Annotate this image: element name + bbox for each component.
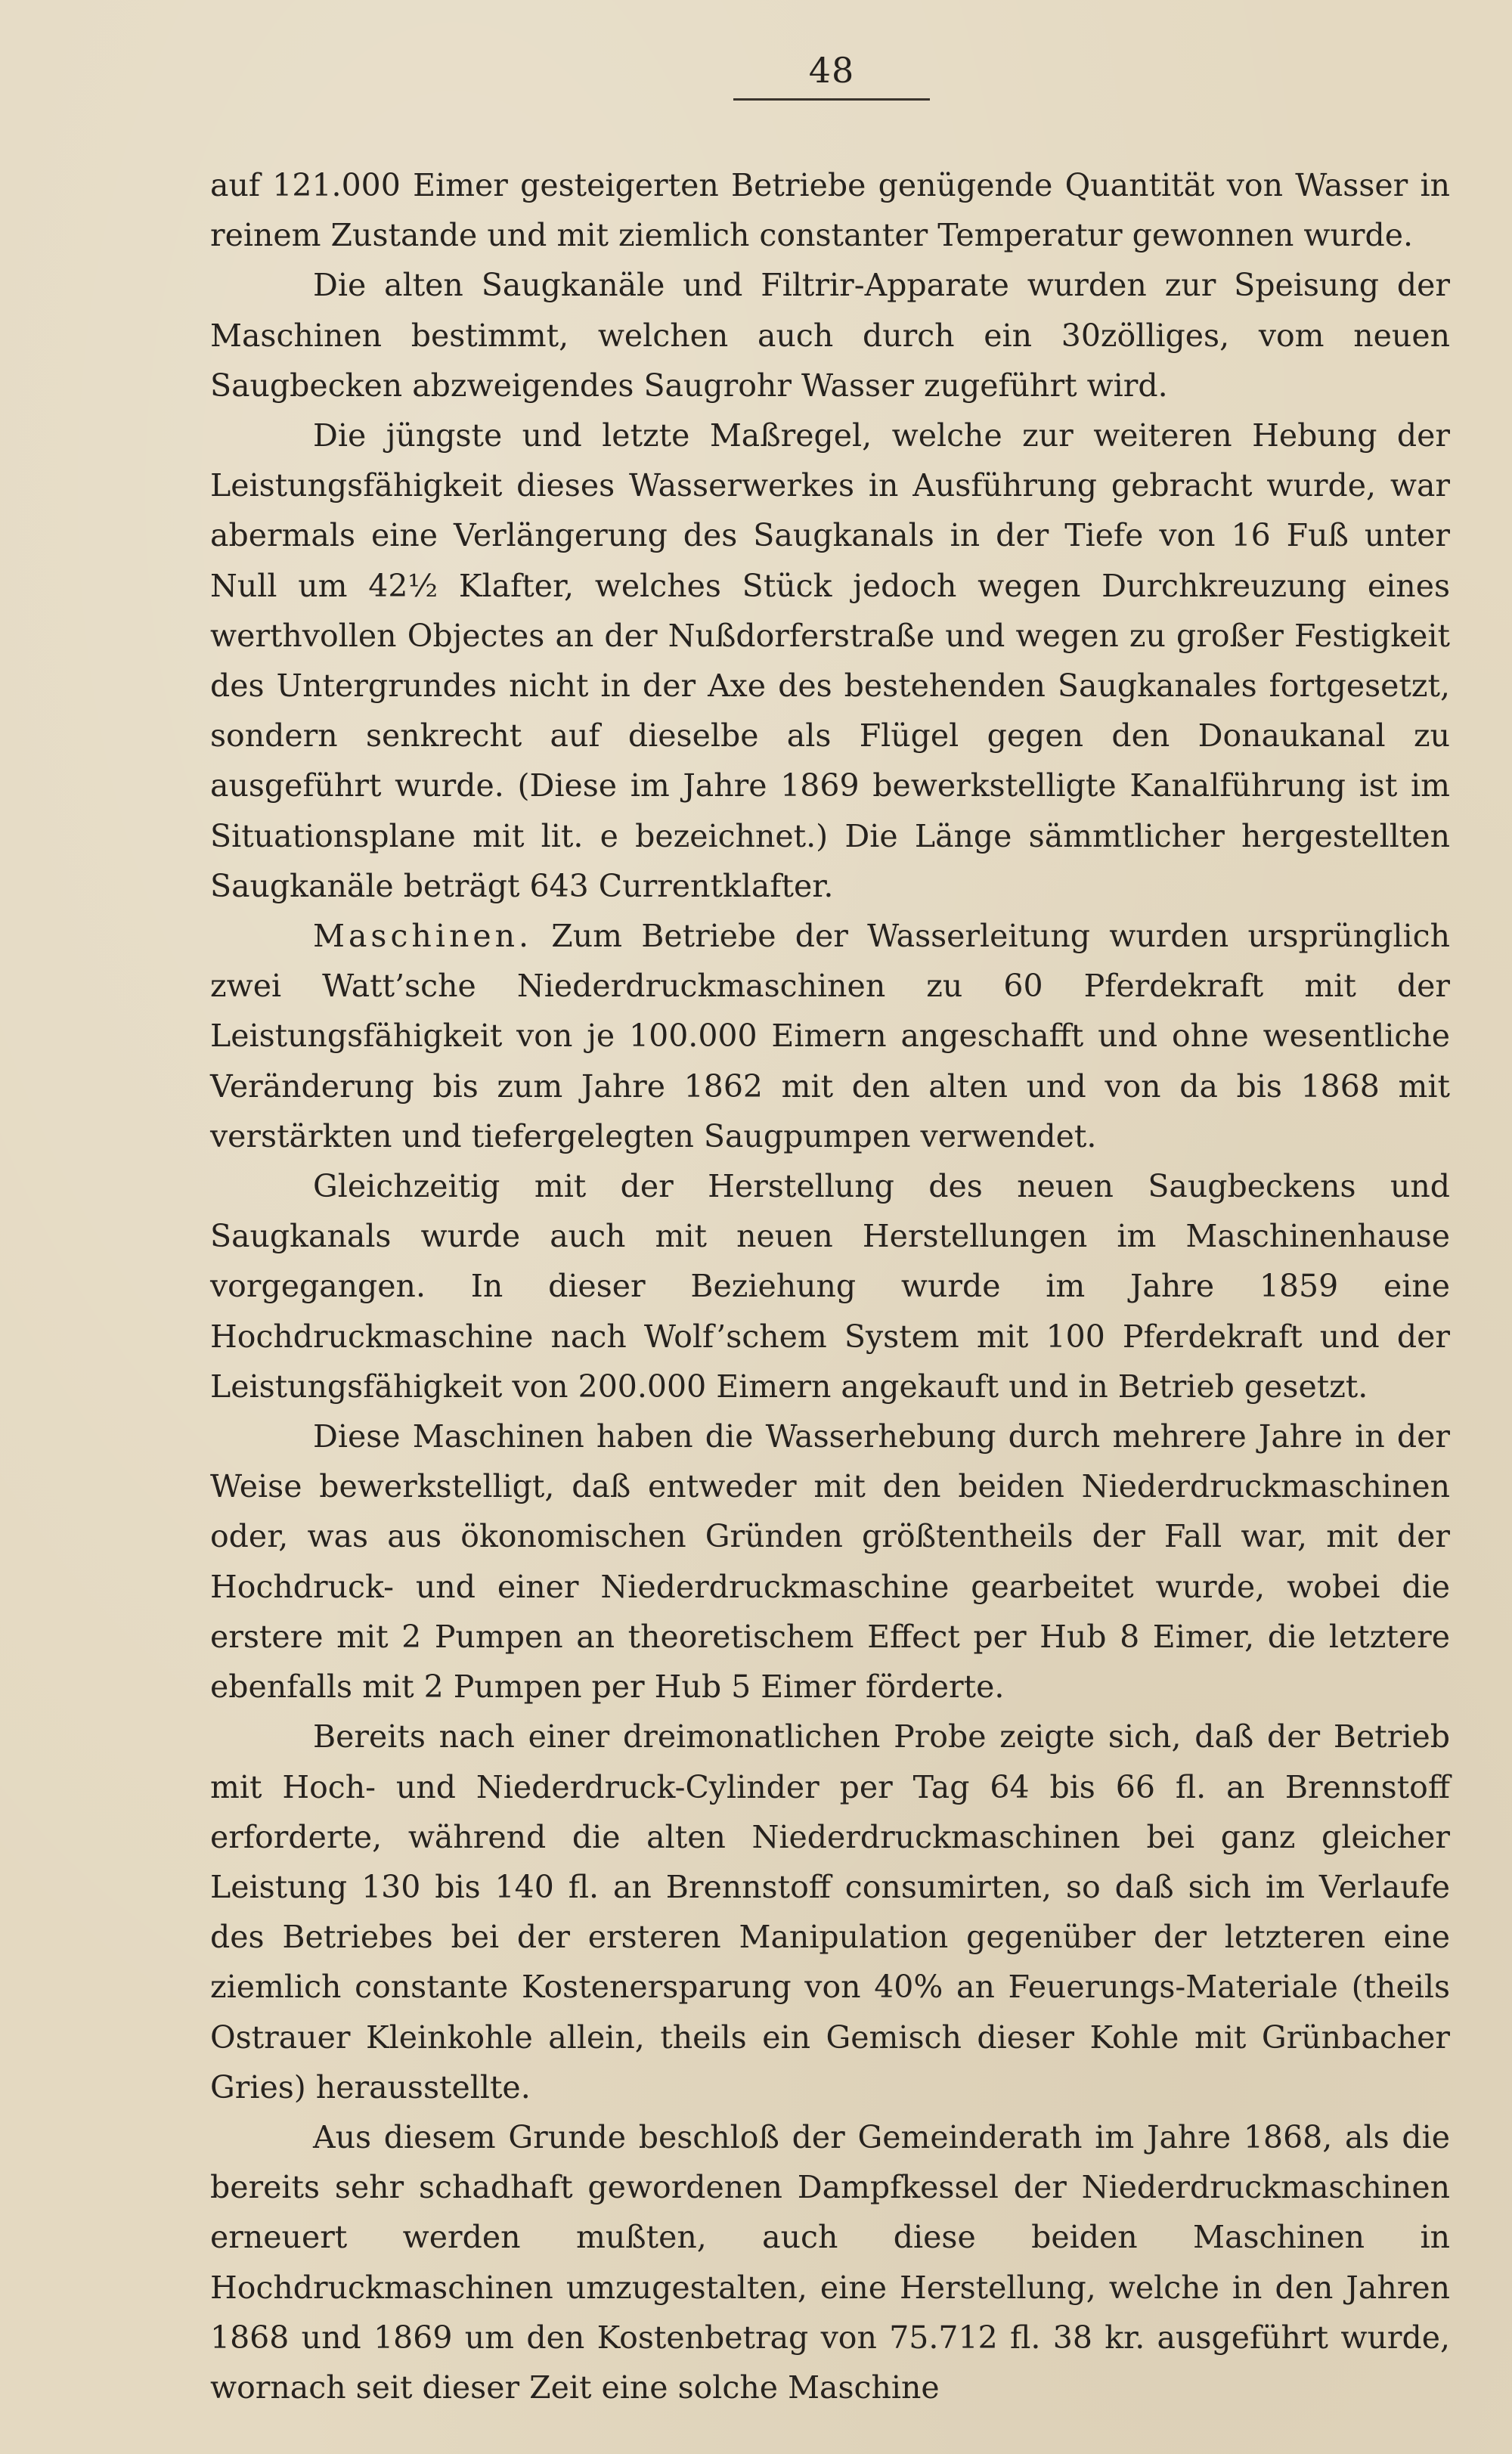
paragraph-continuation: auf 121.000 Eimer gesteigerten Betriebe genügende Quantität von Wasser in reinem Zustande und mit ziemlich constanter Temperatur gewonnen wurde. (210, 167, 1450, 254)
paragraph-gemeinderath: Aus diesem Grunde beschloß der Gemeinderath im Jahre 1868, als die bereits sehr schadhaft gewordenen Dampfkessel der Niederdruckmaschinen erneuert werden mußten, auch diese beiden Maschinen in Hochdruckmaschinen umzugestalten, eine Herstellung, welche in den Jahren 1868 und 1869 um den Kostenbetrag von 75.712 fl. 38 kr. ausgeführt wurde, wornach seit dieser Zeit eine solche Maschine (210, 2118, 1450, 2406)
page-number: 48 (733, 53, 930, 101)
paragraph-hochdruckmaschine: Gleichzeitig mit der Herstellung des neuen Saugbeckens und Saugkanals wurde auch mit neuen Herstellungen im Maschinenhause vorgegangen. In dieser Beziehung wurde im Jahre 1859 eine Hochdruckmaschine nach Wolf’schem System mit 100 Pferdekraft und der Leistungsfähigkeit von 200.000 Eimern angekauft und in Betrieb gesetzt. (210, 1168, 1450, 1405)
paragraph-probe: Bereits nach einer dreimonatlichen Probe zeigte sich, daß der Betrieb mit Hoch- und Niederdruck-Cylinder per Tag 64 bis 66 fl. an Brennstoff erforderte, während die alten Niederdruckmaschinen bei ganz gleicher Leistung 130 bis 140 fl. an Brennstoff consumirten, so daß sich im Verlaufe des Betriebes bei der ersteren Manipulation gegenüber der letzteren eine ziemlich constante Kostenersparung von 40% an Feuerungs-Materiale (theils Ostrauer Kleinkohle allein, theils ein Gemisch dieser Kohle mit Grünbacher Gries) herausstellte. (210, 1718, 1450, 2105)
paragraph-maschinen-text: Zum Betriebe der Wasserleitung wurden ursprünglich zwei Watt’sche Niederdruckmaschinen zu 60 Pferdekraft mit der Leistungsfähigkeit von je 100.000 Eimern angeschafft und ohne wesentliche Veränderung bis zum Jahre 1862 mit den alten und von da bis 1868 mit verstärkten und tiefergelegten Saugpumpen verwendet. (210, 918, 1450, 1154)
paragraph-saugkanaele: Die alten Saugkanäle und Filtrir-Apparate wurden zur Speisung der Maschinen bestimmt, welchen auch durch ein 30zölliges, vom neuen Saugbecken abzweigendes Saugrohr Wasser zugeführt wird. (210, 267, 1450, 404)
paragraph-massregel: Die jüngste und letzte Maßregel, welche zur weiteren Hebung der Leistungsfähigkeit dieses Wasserwerkes in Ausführung gebracht wurde, war abermals eine Verlängerung des Saugkanals in der Tiefe von 16 Fuß unter Null um 42½ Klafter, welches Stück jedoch wegen Durchkreuzung eines werthvollen Objectes an der Nußdorferstraße und wegen zu großer Festigkeit des Untergrundes nicht in der Axe des bestehenden Saugkanales fortgesetzt, sondern senkrecht auf dieselbe als Flügel gegen den Donaukanal zu ausgeführt wurde. (Diese im Jahre 1869 bewerkstelligte Kanalführung ist im Situationsplane mit lit. e bezeichnet.) Die Länge sämmtlicher hergestellten Saugkanäle beträgt 643 Currentklafter. (210, 417, 1450, 904)
paragraph-wasserhebung: Diese Maschinen haben die Wasserhebung durch mehrere Jahre in der Weise bewerkstelligt, daß entweder mit den beiden Niederdruckmaschinen oder, was aus ökonomischen Gründen größtentheils der Fall war, mit der Hochdruck- und einer Niederdruckmaschine gearbeitet wurde, wobei die erstere mit 2 Pumpen an theoretischem Effect per Hub 8 Eimer, die letztere ebenfalls mit 2 Pumpen per Hub 5 Eimer förderte. (210, 1418, 1450, 1706)
body-text (210, 160, 1450, 2412)
section-lead-maschinen: Maschinen. (313, 918, 533, 955)
paragraph-maschinen (210, 911, 1450, 1161)
